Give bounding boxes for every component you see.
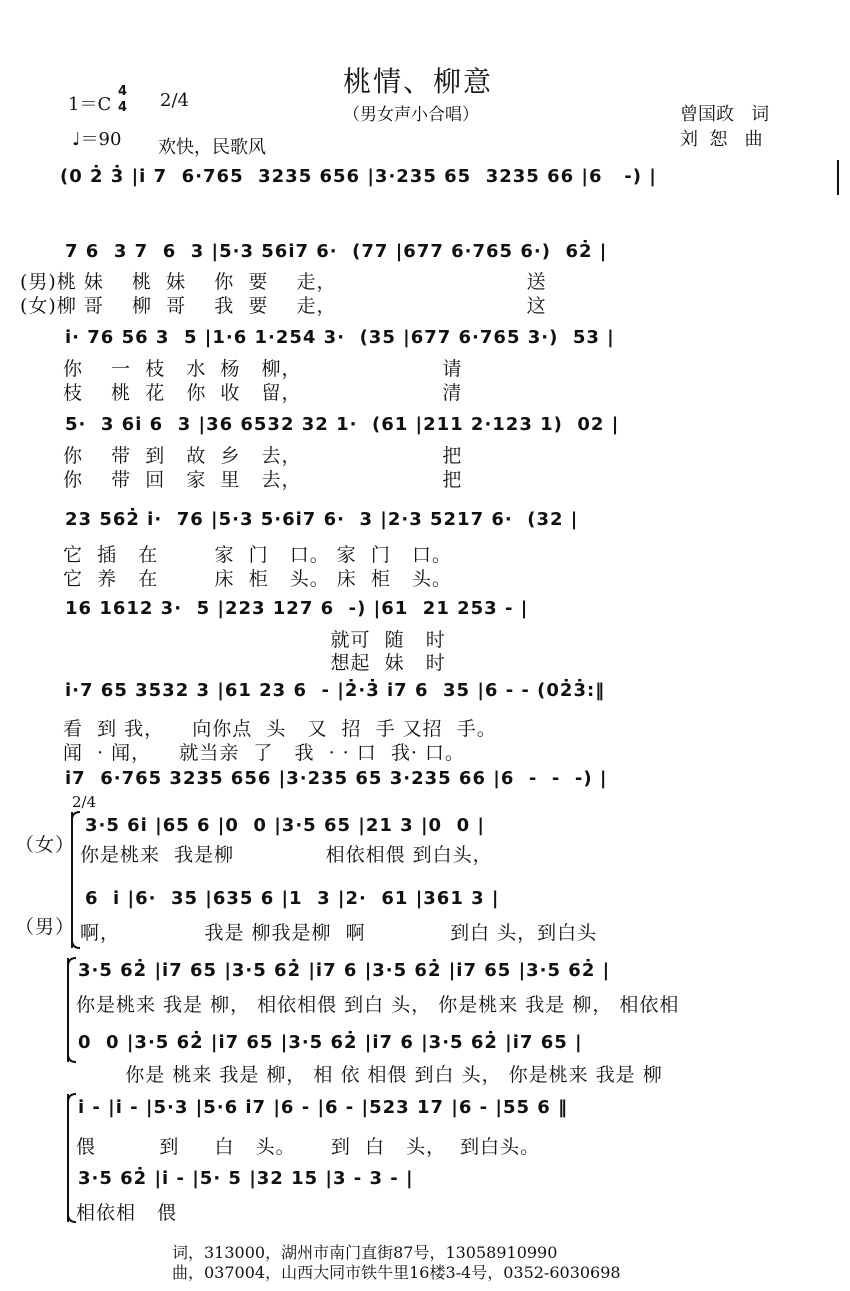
system-8-notes: i̇7 6·765 3235 656 |3·235 65 3·235 66 |6 - - -) | [65, 768, 608, 789]
footer-lyricist-address: 词，313000，湖州市南门直街87号，13058910990 [172, 1243, 558, 1262]
system-1-notes: (0 2̇ 3̇ |i̇ 7 6·765 3235 656 |3·235 65 3235 66 |6 -) | [60, 166, 657, 187]
system-11-lyrics: 你是桃来 我是 柳， 相依相偎 到白 头， 你是桃来 我是 柳， 相依相 [76, 994, 680, 1016]
footer-composer-address: 曲，037004，山西大同市铁牛里16楼3-4号，0352-6030698 [172, 1263, 621, 1282]
system-6-lyrics-1: 就可 随 时 [63, 629, 446, 651]
voice-label-male: （男） [15, 916, 76, 938]
system-6-lyrics-2: 想起 妹 时 [63, 652, 446, 674]
system-4-lyrics-2: 你 带 回 家 里 去， 把 [63, 469, 463, 491]
time-signature-denominator: 4 [118, 100, 129, 115]
system-3-notes: i̇· 76 56 3 5 |1·6 1·254 3· (35 |677 6·765 3·) 53 | [65, 327, 615, 348]
system-5-lyrics-1: 它 插 在 家 门 口。 家 门 口。 [63, 544, 452, 566]
system-2-lyrics-male: (男)桃 妹 桃 妹 你 要 走， 送 [20, 271, 547, 293]
system-14-notes: 3·5 62̇ |i̇ - |5· 5 |32 15 |3 - 3 - | [78, 1168, 414, 1189]
voice-label-female: （女） [15, 834, 76, 856]
time-signature-alt: 2/4 [160, 90, 189, 111]
system-7-notes: i̇·7 65 3532 3 |61 23 6 - |2̇·3̇ i̇7 6 35 |6 - - (02̇3̇:‖ [65, 680, 606, 701]
system-13-notes: i̇ - |i̇ - |5·3 |5·6 i̇7 |6 - |6 - |523 17 |6 - |55 6 ‖ [78, 1097, 569, 1118]
lyricist: 曾国政 词 [680, 104, 770, 125]
time-change-label: 2/4 [72, 793, 97, 811]
system-14-lyrics: 相依相 偎 [76, 1202, 178, 1224]
system-4-lyrics-1: 你 带 到 故 乡 去， 把 [63, 445, 463, 467]
system-11-notes: 3·5 62̇ |i̇7 65 |3·5 62̇ |i̇7 6 |3·5 62̇ |i̇7 65 |3·5 62̇ | [78, 960, 611, 981]
system-3-lyrics-2: 枝 桃 花 你 收 留， 清 [63, 382, 463, 404]
system-12-notes: 0 0 |3·5 62̇ |i̇7 65 |3·5 62̇ |i̇7 6 |3·5 62̇ |i̇7 65 | [78, 1032, 583, 1053]
system-9-notes: 3·5 6i̇ |65 6 |0 0 |3·5 65 |21 3 |0 0 | [85, 815, 485, 836]
page-subtitle: （男女声小合唱） [343, 105, 479, 125]
page-title: 桃情、柳意 [343, 65, 494, 98]
tempo-marking: ♩＝90 [72, 129, 122, 150]
system-2-notes: 7 6 3 7 6 3 |5·3 56i̇7 6· (77 |677 6·765 6·) 62̇ | [65, 241, 608, 262]
system-5-notes: 23 562̇ i̇· 76 |5·3 5·6i̇7 6· 3 |2·3 5217 6· (32 | [65, 509, 579, 530]
style-marking: 欢快，民歌风 [158, 137, 266, 158]
system-13-lyrics: 偎 到 白 头。 到 白 头， 到白头。 [76, 1136, 541, 1158]
system-4-notes: 5· 3 6i̇ 6 3 |36 6532 32 1· (61 |211 2·123 1) 02 | [65, 414, 620, 435]
time-signature-numerator: 4 [118, 84, 129, 99]
system-7-lyrics-1: 看 到 我， 向你点 头 又 招 手 又招 手。 [63, 718, 497, 740]
system-2-lyrics-female: (女)柳 哥 柳 哥 我 要 走， 这 [20, 295, 547, 317]
system-6-notes: 16 1612 3· 5 |223 127 6 -) |61 21 253 - | [65, 598, 529, 619]
system-12-lyrics: 你是 桃来 我是 柳， 相 依 相偎 到白 头， 你是桃来 我是 柳 [76, 1064, 663, 1086]
system-10-notes: 6 i̇ |6· 35 |635 6 |1 3 |2· 61 |361 3 | [85, 888, 500, 909]
system-7-lyrics-2: 闻 · 闻， 就当亲 了 我 · · 口 我· 口。 [63, 742, 465, 764]
system-9-lyrics: 你是桃来 我是柳 相依相偎 到白头， [80, 844, 493, 866]
system-3-lyrics-1: 你 一 枝 水 杨 柳， 请 [63, 358, 463, 380]
composer: 刘 恕 曲 [680, 129, 763, 150]
system-10-lyrics: 啊， 我是 柳我是柳 啊 到白 头，到白头 [80, 922, 598, 944]
system-5-lyrics-2: 它 养 在 床 柜 头。 床 柜 头。 [63, 568, 452, 590]
key-signature: 1＝C [68, 94, 112, 115]
